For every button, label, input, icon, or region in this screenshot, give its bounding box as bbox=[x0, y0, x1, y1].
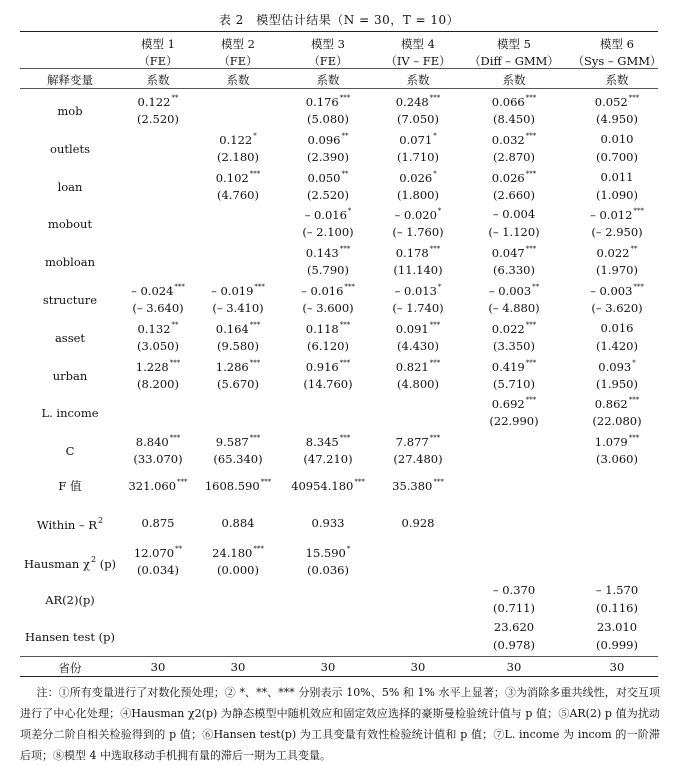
coef-value: 0.071* bbox=[399, 131, 437, 147]
row-label-hansen: Hansen test (p) bbox=[24, 630, 115, 644]
coef-value: – 0.020* bbox=[394, 207, 442, 223]
se-value: (– 3.600) bbox=[302, 301, 354, 315]
ar2-value: – 0.370 bbox=[492, 583, 536, 597]
se-value: (3.060) bbox=[596, 452, 638, 467]
coef-value: 1.228*** bbox=[135, 358, 181, 374]
coef-value: 0.862*** bbox=[594, 396, 640, 412]
se-value: (– 1.760) bbox=[392, 225, 444, 240]
row-label-ar2: AR(2)(p) bbox=[45, 593, 95, 607]
column-header-type: （FE） bbox=[308, 54, 348, 68]
coef-value: 0.916*** bbox=[305, 358, 351, 374]
within-r2-value: 0.933 bbox=[311, 516, 345, 530]
provinces-value: 30 bbox=[410, 660, 426, 674]
hausman-p: (0.000) bbox=[217, 563, 259, 577]
se-value: (7.050) bbox=[397, 112, 439, 126]
coef-value: 0.091*** bbox=[395, 320, 441, 336]
top-rule bbox=[20, 31, 658, 32]
row-label-asset: asset bbox=[54, 330, 86, 345]
coef-value: – 0.003** bbox=[488, 283, 540, 298]
coef-value: – 0.019*** bbox=[211, 283, 265, 298]
coef-value: 0.050** bbox=[307, 169, 349, 185]
se-value: (1.800) bbox=[397, 187, 439, 202]
se-value: (2.870) bbox=[493, 149, 535, 164]
se-value: (6.330) bbox=[493, 263, 535, 278]
se-value: (– 3.620) bbox=[591, 301, 643, 315]
coef-value: 1.079*** bbox=[594, 434, 640, 450]
table-notes: 注：①所有变量进行了对数化预处理；② *、**、*** 分别表示 10%、5% 和 1% 水平上显著；③为消除多重共线性，对交互项进行了中心化处理；④Hausman χ2(p) 为静态模型中随机效应和固定效应选择的豪斯曼检验统计值与 p 值；⑤AR(2) p 值为扰动项差分二阶自相关检验得到的 p 值；⑥Hansen test(p) 为工具变量有效性检验统计值和 p 值；⑦L. income 为 incom 的一阶滞后项；⑧模型 4 中选取移动手机拥有量的滞后一期为工具变量。 bbox=[20, 686, 660, 762]
f-value: 1608.590*** bbox=[204, 478, 272, 493]
coef-value: – 0.012*** bbox=[590, 207, 644, 223]
provinces-value: 30 bbox=[609, 660, 625, 674]
coef-value: 0.248*** bbox=[395, 94, 441, 109]
se-value: (5.080) bbox=[307, 112, 349, 126]
coef-header: 系数 bbox=[316, 73, 340, 87]
column-header-type: （Sys – GMM） bbox=[572, 54, 662, 68]
coef-value: 0.047*** bbox=[491, 245, 537, 261]
se-value: (4.430) bbox=[397, 338, 439, 353]
se-value: (– 2.100) bbox=[302, 225, 354, 240]
coef-value: 0.026* bbox=[399, 169, 437, 185]
coef-header: 系数 bbox=[605, 73, 629, 87]
column-header-type: （FE） bbox=[138, 54, 178, 68]
se-value: (2.520) bbox=[137, 112, 179, 126]
row-label-provinces: 省份 bbox=[58, 661, 82, 675]
row-label-f: F 值 bbox=[58, 479, 82, 493]
se-value: (3.350) bbox=[493, 338, 535, 353]
se-value: (4.800) bbox=[397, 376, 439, 391]
coef-value: 7.877*** bbox=[395, 434, 441, 450]
coef-value: 0.010 bbox=[600, 131, 634, 146]
coef-value: 0.122** bbox=[137, 94, 179, 109]
se-value: (– 3.410) bbox=[212, 301, 264, 315]
se-value: (5.710) bbox=[493, 376, 535, 391]
coef-header: 系数 bbox=[226, 73, 250, 87]
provinces-value: 30 bbox=[320, 660, 336, 674]
se-value: (– 3.640) bbox=[132, 301, 184, 315]
coef-value: 0.143*** bbox=[305, 245, 351, 261]
coef-value: 0.178*** bbox=[395, 245, 441, 261]
se-value: (5.790) bbox=[307, 263, 349, 278]
coef-value: 0.692*** bbox=[491, 396, 537, 412]
hausman-value: 12.070** bbox=[133, 545, 183, 560]
coef-value: 0.093* bbox=[598, 358, 636, 374]
column-header-name: 模型 6 bbox=[600, 37, 634, 51]
coef-header: 系数 bbox=[146, 73, 170, 87]
coef-value: 0.052*** bbox=[594, 94, 640, 109]
se-value: (27.480) bbox=[393, 452, 443, 467]
coef-value: – 0.016* bbox=[304, 207, 352, 223]
variable-header: 解释变量 bbox=[47, 73, 93, 87]
coef-value: – 0.004 bbox=[492, 207, 536, 222]
se-value: (4.950) bbox=[596, 112, 638, 126]
row-label-hausman: Hausman $\chi^2$ (p) bbox=[23, 555, 117, 571]
se-value: (6.120) bbox=[307, 338, 349, 353]
column-header-name: 模型 5 bbox=[497, 37, 531, 51]
hausman-value: 24.180*** bbox=[212, 545, 264, 560]
column-header-type: （FE） bbox=[218, 54, 258, 68]
coef-value: 0.066*** bbox=[491, 94, 537, 109]
se-value: (1.090) bbox=[596, 187, 638, 202]
row-label-c: C bbox=[65, 444, 75, 459]
se-value: (33.070) bbox=[133, 452, 183, 467]
se-value: (1.420) bbox=[596, 338, 638, 353]
se-value: (0.700) bbox=[596, 149, 638, 164]
se-value: (2.520) bbox=[307, 187, 349, 202]
hansen-p: (0.978) bbox=[493, 638, 535, 652]
coef-value: 0.026*** bbox=[491, 169, 537, 185]
coef-header: 系数 bbox=[406, 73, 430, 87]
coef-value: 0.118*** bbox=[305, 320, 351, 336]
provinces-value: 30 bbox=[230, 660, 246, 674]
provinces-value: 30 bbox=[150, 660, 166, 674]
coef-value: 0.122* bbox=[219, 131, 257, 147]
ar2-value: – 1.570 bbox=[595, 583, 639, 597]
column-header-name: 模型 1 bbox=[141, 37, 175, 51]
within-r2-value: 0.884 bbox=[221, 516, 255, 530]
coef-value: – 0.013* bbox=[394, 283, 442, 298]
ar2-p: (0.711) bbox=[493, 601, 535, 615]
coef-value: 0.176*** bbox=[305, 94, 351, 109]
coef-value: 1.286*** bbox=[215, 358, 261, 374]
se-value: (22.990) bbox=[489, 414, 539, 429]
coef-value: 0.821*** bbox=[395, 358, 441, 374]
coef-value: 8.840*** bbox=[135, 434, 181, 450]
bottom-rule bbox=[20, 676, 658, 677]
coef-value: 8.345*** bbox=[305, 434, 351, 450]
row-label-loan: loan bbox=[57, 179, 83, 194]
row-label-lincome: L. income bbox=[41, 406, 99, 421]
se-value: (– 1.740) bbox=[392, 301, 444, 315]
f-value: 40954.180*** bbox=[291, 478, 365, 493]
coef-value: 0.419*** bbox=[491, 358, 537, 374]
coef-value: – 0.003*** bbox=[590, 283, 644, 298]
coef-value: 0.164*** bbox=[215, 320, 261, 336]
se-value: (8.450) bbox=[493, 112, 535, 126]
coef-value: 9.587*** bbox=[215, 434, 261, 450]
se-value: (65.340) bbox=[213, 452, 263, 467]
row-label-mobloan: mobloan bbox=[44, 255, 96, 270]
column-header-type: （IV – FE） bbox=[385, 54, 451, 68]
coef-rule bbox=[20, 88, 658, 89]
coef-value: – 0.016*** bbox=[301, 283, 355, 298]
coef-value: 0.102*** bbox=[215, 169, 261, 185]
column-header-type: （Diff – GMM） bbox=[469, 54, 559, 68]
se-value: (4.760) bbox=[217, 187, 259, 202]
within-r2-value: 0.928 bbox=[401, 516, 435, 530]
coef-header: 系数 bbox=[502, 73, 526, 87]
se-value: (2.390) bbox=[307, 149, 349, 164]
se-value: (8.200) bbox=[137, 376, 179, 391]
row-label-structure: structure bbox=[42, 293, 98, 307]
coef-value: – 0.024*** bbox=[131, 283, 185, 298]
row-label-outlets: outlets bbox=[50, 141, 90, 156]
coef-value: 0.022*** bbox=[491, 320, 537, 336]
column-header-name: 模型 4 bbox=[401, 37, 435, 51]
se-value: (9.580) bbox=[217, 338, 259, 353]
row-label-mob: mob bbox=[57, 104, 83, 118]
se-value: (14.760) bbox=[303, 376, 353, 391]
row-label-within-r2: Within – $R^2$ bbox=[36, 516, 104, 532]
f-value: 321.060*** bbox=[128, 478, 188, 493]
hansen-value: 23.010 bbox=[596, 620, 638, 634]
ar2-p: (0.116) bbox=[596, 601, 638, 615]
se-value: (– 1.120) bbox=[488, 225, 540, 240]
f-value: 35.380*** bbox=[392, 478, 444, 493]
coef-value: 0.032*** bbox=[491, 131, 537, 147]
column-header-name: 模型 2 bbox=[221, 37, 255, 51]
se-value: (47.210) bbox=[303, 452, 353, 467]
table-title: 表 2 模型估计结果（N = 30，T = 10） bbox=[218, 13, 460, 27]
se-value: (2.180) bbox=[217, 149, 259, 164]
se-value: (– 4.880) bbox=[488, 301, 540, 315]
hausman-p: (0.036) bbox=[307, 563, 349, 577]
se-value: (3.050) bbox=[137, 338, 179, 353]
se-value: (2.660) bbox=[493, 187, 535, 202]
within-r2-value: 0.875 bbox=[141, 516, 175, 530]
coef-value: 0.022** bbox=[596, 245, 638, 261]
row-label-urban: urban bbox=[52, 368, 88, 383]
bottom-inner-rule bbox=[20, 656, 658, 657]
se-value: (1.970) bbox=[596, 263, 638, 278]
se-value: (5.670) bbox=[217, 376, 259, 391]
hausman-p: (0.034) bbox=[137, 563, 179, 577]
hansen-p: (0.999) bbox=[596, 638, 638, 652]
row-label-mobout: mobout bbox=[47, 217, 93, 232]
hausman-value: 15.590* bbox=[305, 545, 351, 560]
coef-value: 0.132** bbox=[137, 320, 179, 336]
se-value: (– 2.950) bbox=[591, 225, 643, 240]
se-value: (1.950) bbox=[596, 376, 638, 391]
se-value: (1.710) bbox=[397, 149, 439, 164]
hansen-value: 23.620 bbox=[493, 620, 535, 634]
column-header-name: 模型 3 bbox=[311, 37, 345, 51]
coef-value: 0.011 bbox=[600, 169, 634, 184]
coef-value: 0.096** bbox=[307, 131, 349, 147]
provinces-value: 30 bbox=[506, 660, 522, 674]
coef-value: 0.016 bbox=[600, 320, 634, 335]
se-value: (22.080) bbox=[592, 414, 642, 429]
se-value: (11.140) bbox=[393, 263, 443, 278]
